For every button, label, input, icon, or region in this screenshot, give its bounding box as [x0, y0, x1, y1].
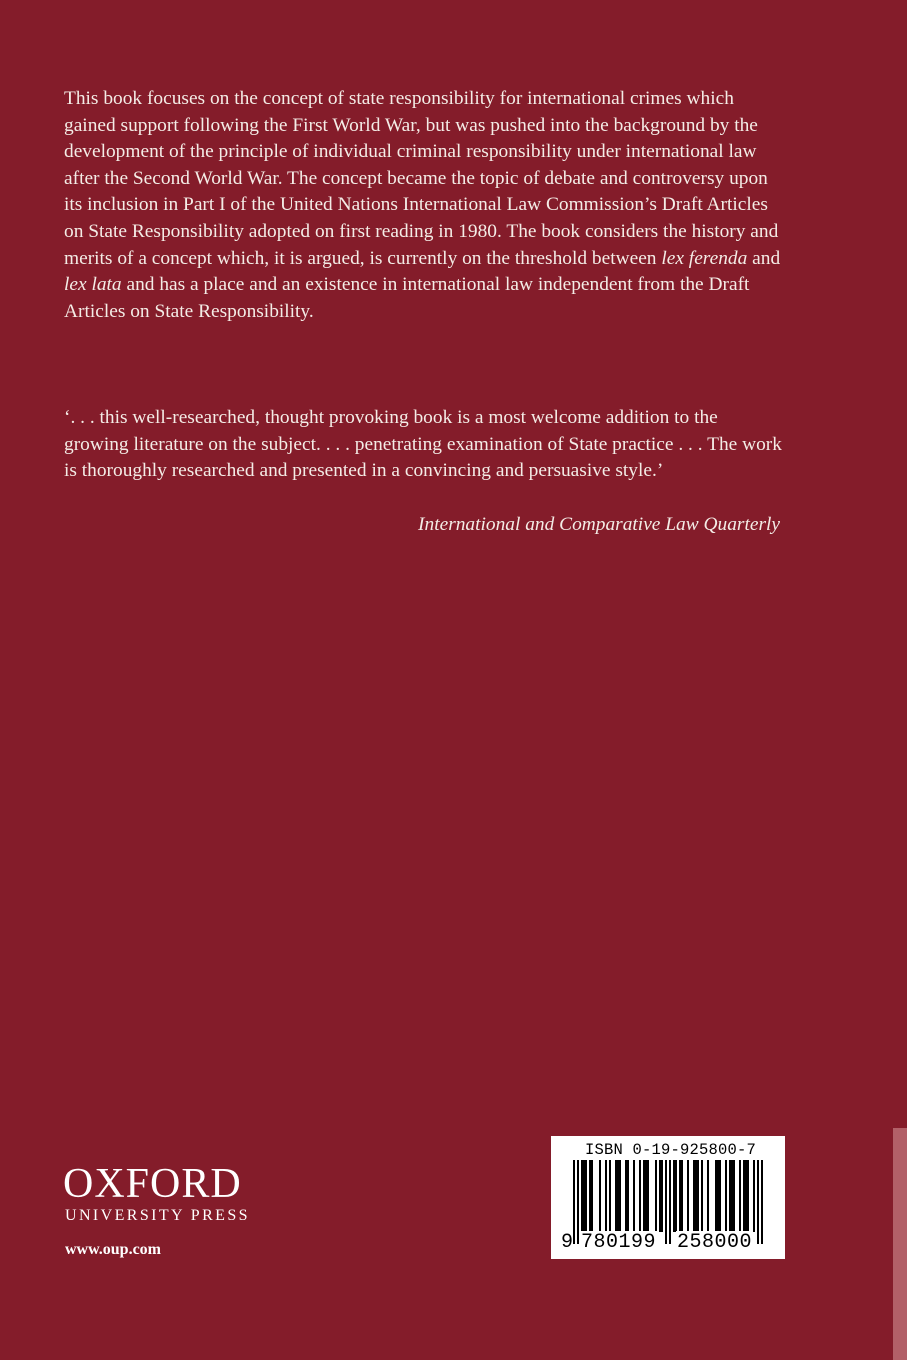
barcode-bar: [633, 1160, 635, 1232]
barcode-bar: [739, 1160, 741, 1232]
barcode-bar: [615, 1160, 617, 1232]
barcode-bar: [747, 1160, 749, 1232]
spine-edge-strip: [893, 1128, 907, 1360]
isbn-barcode: [551, 1136, 785, 1259]
barcode-bar: [701, 1160, 703, 1232]
barcode-bar: [745, 1160, 747, 1232]
barcode-bar: [719, 1160, 721, 1232]
barcode-bar: [665, 1160, 667, 1244]
barcode-bar: [743, 1160, 745, 1232]
description-text-2: and: [747, 247, 781, 269]
description-text-3: and has a place and an existence in international law independent from the Draft Articles on State Responsibility.: [64, 274, 750, 322]
description-text-1: This book focuses on the concept of state responsibility for international crimes which gained support following the First World War, but was pushed into the background by the development of the principle of individual criminal responsibility under international law after the Second World War. The concept became the topic of debate and controversy upon its inclusion in Part I of the United Nations International Law Commission’s Draft Articles on State Responsibility adopted on first reading in 1980. The book considers the history and merits of a concept which, it is argued, is currently on the threshold between: [64, 88, 779, 269]
barcode-bar: [661, 1160, 663, 1232]
publisher-website: www.oup.com: [65, 1241, 162, 1258]
barcode-bar: [627, 1160, 629, 1232]
barcode-bar: [609, 1160, 611, 1232]
barcode-bar: [659, 1160, 661, 1232]
barcode-bar: [731, 1160, 733, 1232]
barcode-bar: [673, 1160, 675, 1232]
barcode-bar: [693, 1160, 695, 1232]
barcode-bar: [643, 1160, 645, 1232]
barcode-bar: [757, 1160, 759, 1244]
barcode-bar: [589, 1160, 591, 1232]
barcode-bar: [697, 1160, 699, 1232]
barcode-bar: [725, 1160, 727, 1232]
barcode-bar: [581, 1160, 583, 1232]
barcode-bar: [681, 1160, 683, 1232]
barcode-bar: [707, 1160, 709, 1232]
review-quote: ‘. . . this well-researched, thought provoking book is a most welcome addition to the growing literature on the subject. . . . penetrating examination of State practice . . . The work is thoroughly researched and presented in a convincing and persuasive style.’: [64, 407, 782, 482]
ean-right-digits: 258000: [677, 1231, 753, 1254]
barcode-bar: [761, 1160, 763, 1244]
barcode-bar: [753, 1160, 755, 1232]
review-source: International and Comparative Law Quarterly: [418, 514, 780, 535]
barcode-bar: [679, 1160, 681, 1232]
barcode-bar: [617, 1160, 619, 1232]
barcode-bar: [695, 1160, 697, 1232]
publisher-logo: OXFORD: [63, 1161, 242, 1207]
ean-left-digits: 780199: [581, 1231, 657, 1254]
barcode-bar: [605, 1160, 607, 1232]
barcode-bar: [577, 1160, 579, 1244]
publisher-subtitle: UNIVERSITY PRESS: [65, 1207, 250, 1224]
barcode-bar: [715, 1160, 717, 1232]
book-description: [64, 86, 786, 325]
isbn-label: ISBN 0-19-925800-7: [585, 1141, 757, 1159]
term-lex-lata: lex lata: [64, 274, 122, 296]
barcode-bar: [573, 1160, 575, 1244]
barcode-bar: [733, 1160, 735, 1232]
barcode-bar: [639, 1160, 641, 1232]
term-lex-ferenda: lex ferenda: [661, 247, 748, 269]
barcode-bar: [669, 1160, 671, 1244]
barcode-bar: [625, 1160, 627, 1232]
barcode-bar: [645, 1160, 647, 1232]
barcode-bar: [599, 1160, 601, 1232]
barcode-bar: [729, 1160, 731, 1232]
barcode-bar: [655, 1160, 657, 1232]
barcode-bar: [585, 1160, 587, 1232]
ean-lead-digit: 9: [561, 1231, 574, 1254]
barcode-bar: [619, 1160, 621, 1232]
barcode-bar: [647, 1160, 649, 1232]
barcode-bar: [717, 1160, 719, 1232]
barcode-bar: [591, 1160, 593, 1232]
barcode-bar: [687, 1160, 689, 1232]
barcode-bar: [675, 1160, 677, 1232]
barcode-bar: [583, 1160, 585, 1232]
